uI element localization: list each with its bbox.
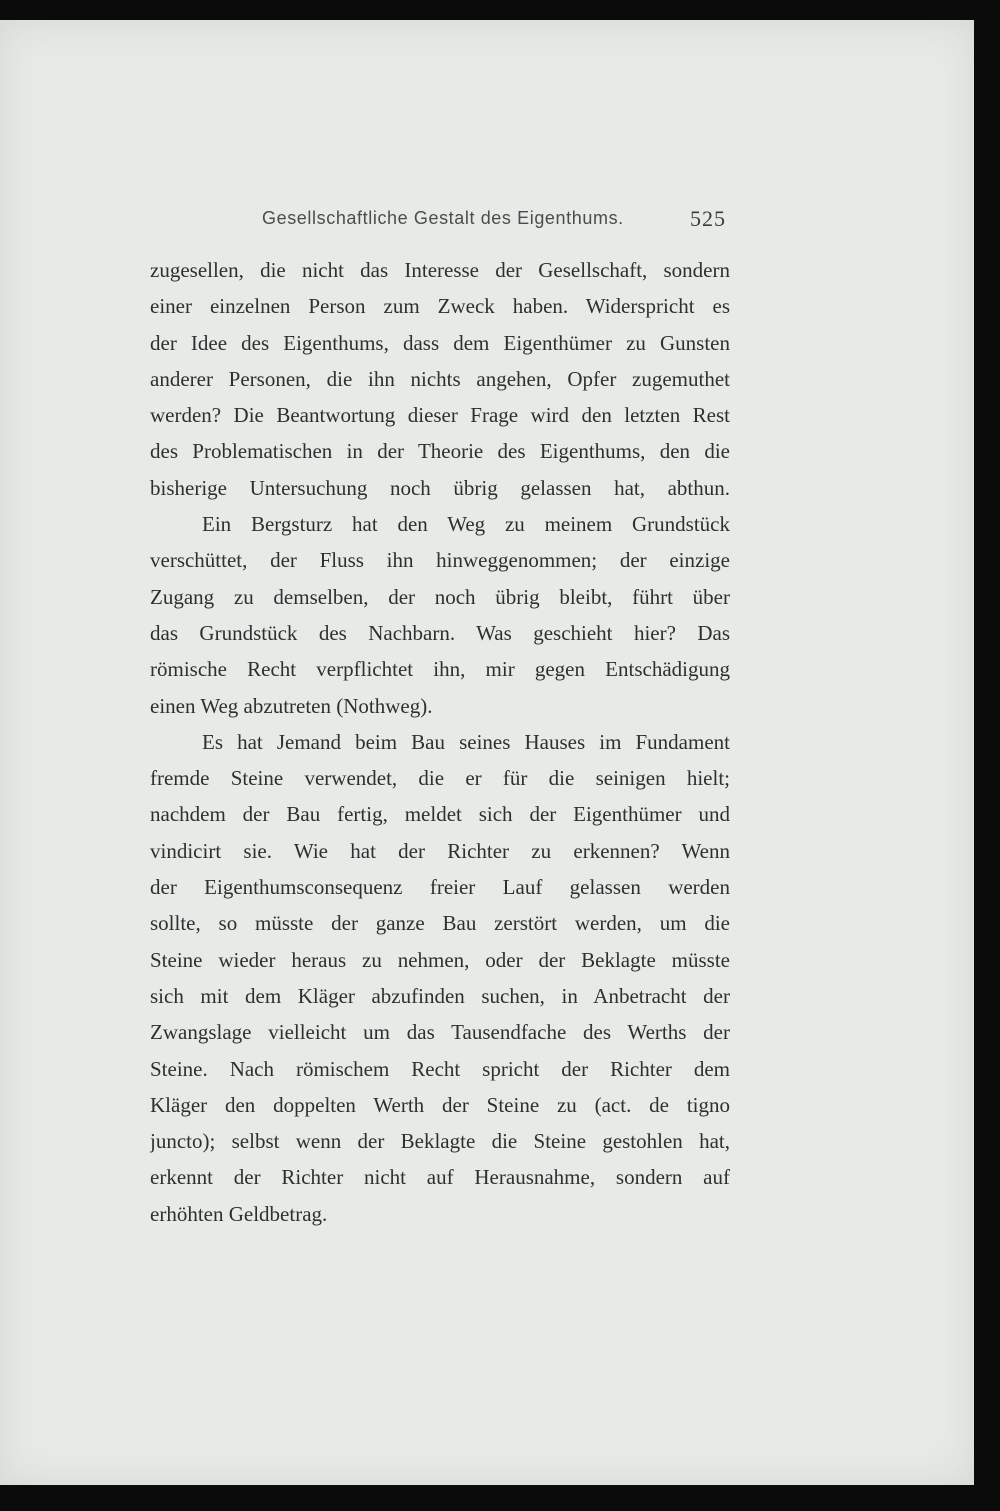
text-line: das Grundstück des Nachbarn. Was geschieht hier? Das	[150, 620, 730, 645]
page-number: 525	[690, 206, 726, 231]
paragraph-end-line: erhöhten Geldbetrag.	[150, 1201, 328, 1226]
text-line: werden? Die Beantwortung dieser Frage wird den letzten Rest	[150, 403, 730, 428]
text-line: Steine wieder heraus zu nehmen, oder der Beklagte müsste	[150, 947, 730, 972]
text-line: juncto); selbst wenn der Beklagte die Steine gestohlen hat,	[150, 1129, 730, 1154]
text-line: bisherige Untersuchung noch übrig gelassen hat, abthun.	[150, 475, 730, 500]
text-line: verschüttet, der Fluss ihn hinweggenommen; der einzige	[150, 548, 730, 573]
text-line: vindicirt sie. Wie hat der Richter zu erkennen? Wenn	[150, 838, 730, 863]
text-line: der Eigenthumsconsequenz freier Lauf gelassen werden	[150, 875, 730, 900]
text-line: Zwangslage vielleicht um das Tausendfache des Werths der	[150, 1020, 730, 1045]
paragraph-start-line: Es hat Jemand beim Bau seines Hauses im Fundament	[202, 729, 730, 754]
paragraph-end-line: einen Weg abzutreten (Nothweg).	[150, 693, 433, 718]
body-text	[150, 252, 730, 1232]
running-title: Gesellschaftliche Gestalt des Eigenthums.	[262, 208, 624, 228]
page-header	[262, 206, 726, 236]
paragraph-start-line: Ein Bergsturz hat den Weg zu meinem Grundstück	[202, 512, 730, 537]
text-line: römische Recht verpflichtet ihn, mir gegen Entschädigung	[150, 657, 730, 682]
text-line: des Problematischen in der Theorie des Eigenthums, den die	[150, 439, 730, 464]
text-line: einer einzelnen Person zum Zweck haben. Widerspricht es	[150, 294, 730, 319]
text-line: erkennt der Richter nicht auf Herausnahme, sondern auf	[150, 1165, 730, 1190]
text-line: sollte, so müsste der ganze Bau zerstört werden, um die	[150, 911, 730, 936]
text-line: nachdem der Bau fertig, meldet sich der Eigenthümer und	[150, 802, 730, 827]
text-line: sich mit dem Kläger abzufinden suchen, in Anbetracht der	[150, 983, 730, 1008]
text-line: der Idee des Eigenthums, dass dem Eigenthümer zu Gunsten	[150, 330, 730, 355]
text-line: anderer Personen, die ihn nichts angehen, Opfer zugemuthet	[150, 366, 730, 391]
text-line: fremde Steine verwendet, die er für die seinigen hielt;	[150, 766, 730, 791]
text-line: zugesellen, die nicht das Interesse der Gesellschaft, sondern	[150, 258, 730, 282]
text-line: Zugang zu demselben, der noch übrig bleibt, führt über	[150, 584, 730, 609]
book-page	[0, 20, 974, 1485]
text-line: Steine. Nach römischem Recht spricht der Richter dem	[150, 1056, 730, 1081]
text-line: Kläger den doppelten Werth der Steine zu (act. de tigno	[150, 1092, 730, 1117]
